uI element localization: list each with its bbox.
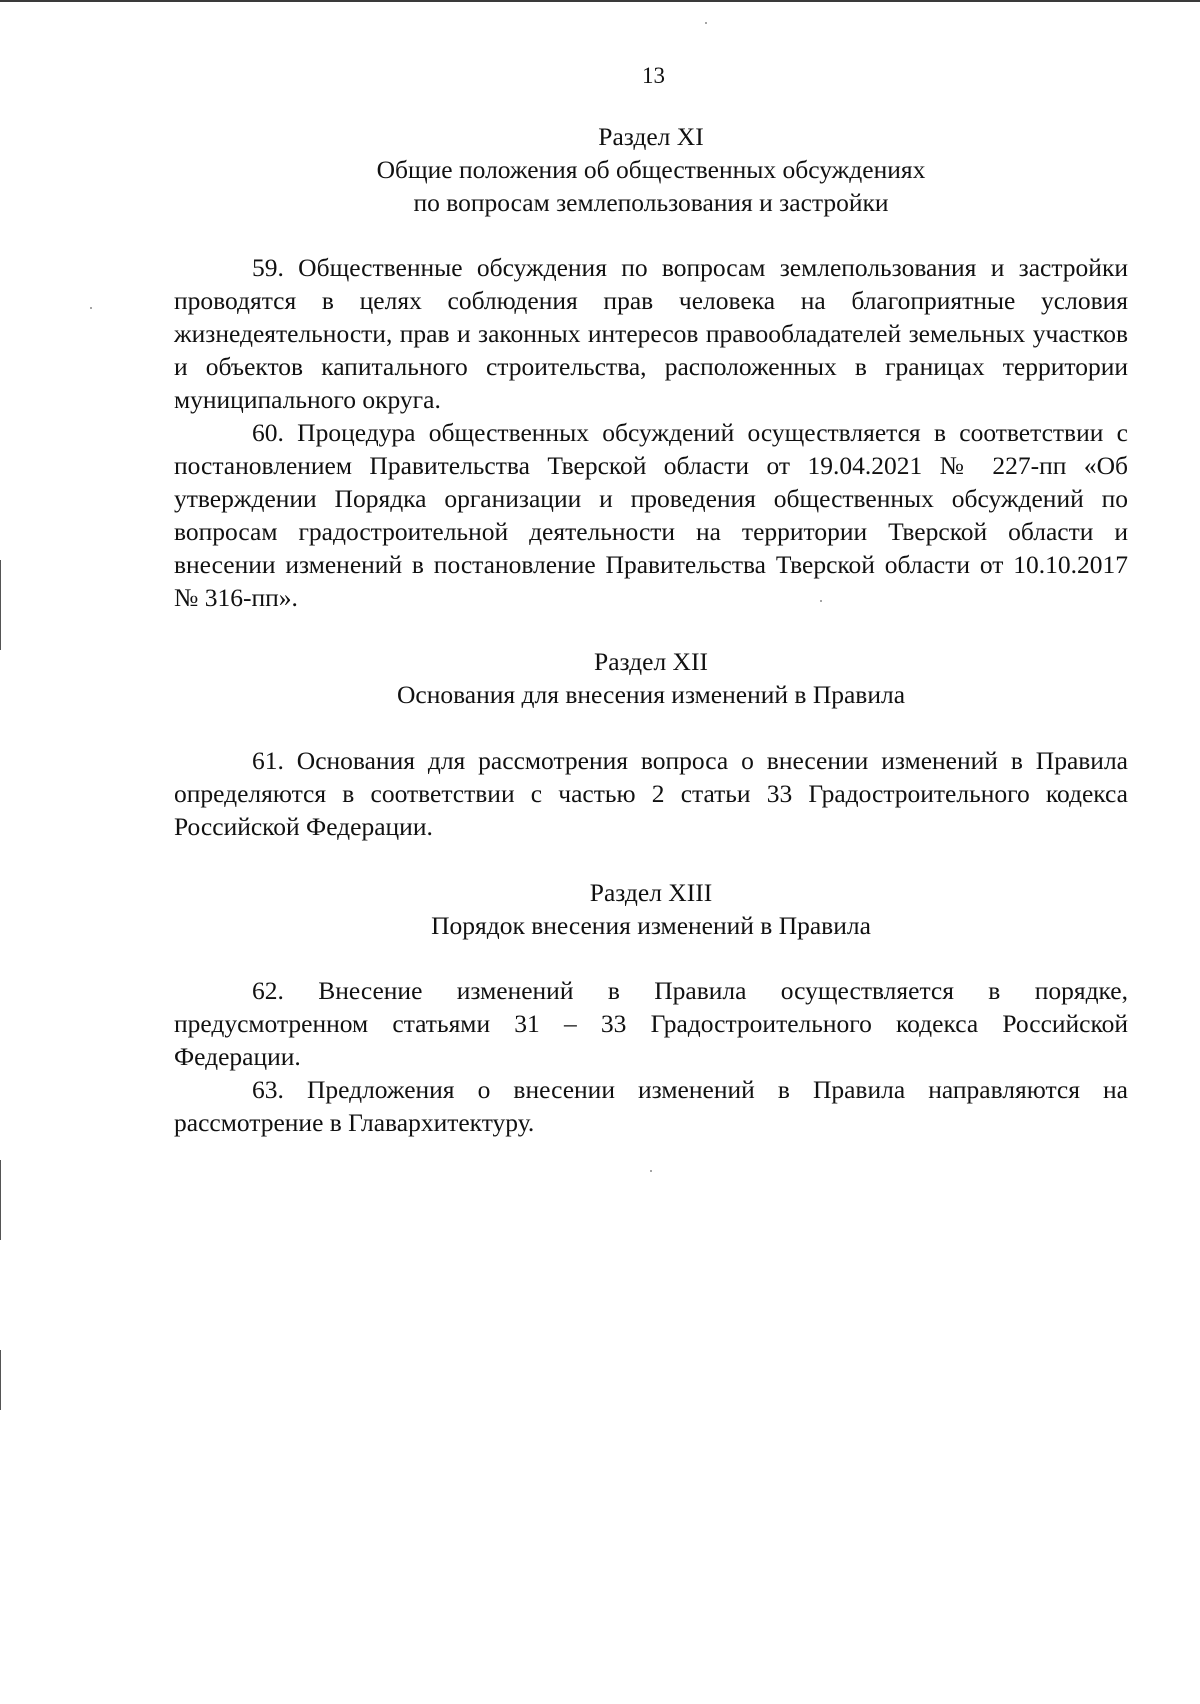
- scan-speck: [820, 600, 822, 602]
- section-12-heading: [174, 645, 1128, 711]
- paragraph-63: 63. Предложения о внесении изменений в Правила направляются на рассмотрение в Главархитектуру.: [174, 1075, 1128, 1137]
- scan-edge-mark: [0, 1350, 1, 1410]
- section-11-heading: [174, 120, 1128, 219]
- section-12-subtitle: Основания для внесения изменений в Правила: [396, 680, 906, 709]
- paragraph-61: 61. Основания для рассмотрения вопроса о внесении изменений в Правила определяются в соответствии с частью 2 статьи 33 Градостроительного кодекса Российской Федерации.: [174, 746, 1128, 841]
- section-13-body: [174, 974, 1128, 1139]
- section-12-title: Раздел XII: [594, 647, 708, 676]
- section-11-subtitle-line-2: по вопросам землепользования и застройки: [413, 188, 889, 217]
- paragraph-62: 62. Внесение изменений в Правила осуществляется в порядке, предусмотренном статьями 31 – 33 Градостроительного кодекса Российской Федерации.: [174, 976, 1128, 1071]
- paragraph-59: 59. Общественные обсуждения по вопросам землепользования и застройки проводятся в целях соблюдения прав человека на благоприятные условия жизнедеятельности, прав и законных интересов правообладателей земельных участков и объектов капитального строительства, расположенных в границах территории муниципального округа.: [174, 253, 1128, 414]
- scan-speck: [705, 22, 707, 24]
- section-13-subtitle: Порядок внесения изменений в Правила: [431, 911, 871, 940]
- page-number: 13: [642, 63, 665, 88]
- paragraph-60: 60. Процедура общественных обсуждений осуществляется в соответствии с постановлением Правительства Тверской области от 19.04.2021 № 227-пп «Об утверждении Порядка организации и проведения общественных обсуждений по вопросам градостроительной деятельности на территории Тверской области и внесении изменений в постановление Правительства Тверской области от 10.10.2017 № 316-пп».: [174, 418, 1128, 612]
- section-13-heading: [174, 876, 1128, 942]
- section-12-body: [174, 744, 1128, 843]
- section-11-title: Раздел XI: [598, 122, 704, 151]
- scan-speck: [650, 1170, 652, 1172]
- section-11-body: [174, 251, 1128, 614]
- section-13-title: Раздел XIII: [589, 878, 713, 907]
- scan-top-edge: [0, 0, 1200, 2]
- scan-edge-mark: [0, 1160, 1, 1240]
- scan-edge-mark: [0, 560, 1, 650]
- section-11-subtitle-line-1: Общие положения об общественных обсуждениях: [376, 155, 926, 184]
- scan-speck: [90, 307, 92, 309]
